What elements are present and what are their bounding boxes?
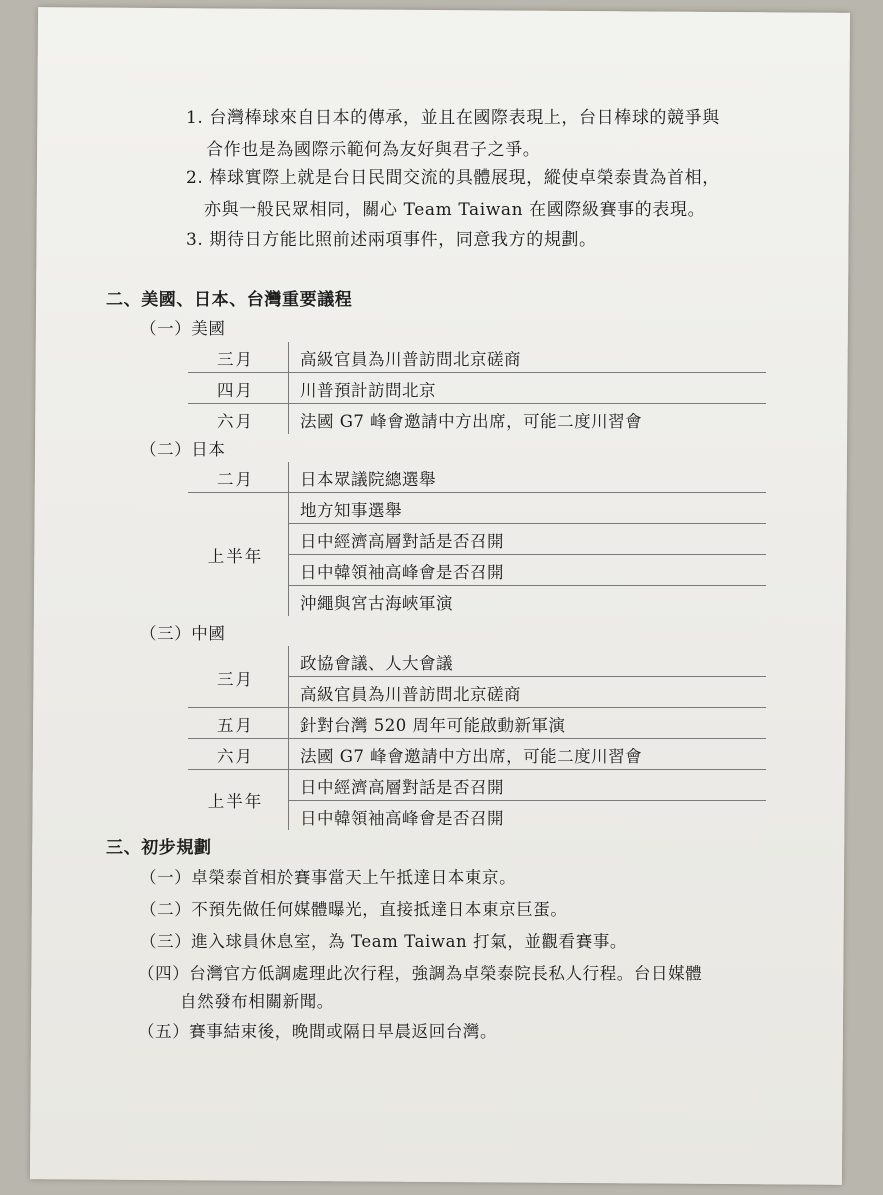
table-row (188, 373, 766, 404)
intro-point-2-cont: 亦與一般民眾相同，關心 Team Taiwan 在國際級賽事的表現。 (204, 200, 706, 220)
event-cell: 政協會議、人大會議 (300, 654, 453, 673)
table-row (288, 493, 766, 524)
table-row (188, 342, 766, 373)
month-cell: 三月 (217, 350, 254, 369)
event-cell: 日中韓領袖高峰會是否召開 (300, 563, 504, 582)
event-cell: 高級官員為川普訪問北京磋商 (300, 350, 521, 369)
month-cell: 上半年 (207, 547, 264, 566)
plan-item-1: （一）卓榮泰首相於賽事當天上午抵達日本東京。 (140, 868, 517, 887)
plan-item-3: （三）進入球員休息室，為 Team Taiwan 打氣，並觀看賽事。 (140, 932, 628, 951)
month-cell: 五月 (217, 716, 254, 735)
event-cell: 川普預計訪問北京 (300, 381, 436, 400)
table-row (288, 770, 766, 801)
table-row (188, 739, 766, 770)
usa-label: （一）美國 (140, 319, 226, 338)
event-cell: 日中經濟高層對話是否召開 (300, 778, 504, 797)
table-row (288, 586, 766, 616)
table-row (288, 801, 766, 831)
china-label: （三）中國 (140, 624, 226, 643)
month-cell: 六月 (217, 412, 254, 431)
table-row (288, 677, 766, 708)
section-3-heading: 三、初步規劃 (106, 838, 212, 858)
table-group (188, 493, 766, 617)
table-row (288, 646, 766, 677)
table-row (188, 404, 766, 434)
table-group (188, 646, 766, 706)
intro-point-1-cont: 合作也是為國際示範何為友好與君子之爭。 (206, 140, 541, 160)
intro-point-3: 3. 期待日方能比照前述兩項事件，同意我方的規劃。 (186, 230, 597, 250)
month-cell: 六月 (217, 747, 254, 766)
table-row (288, 524, 766, 555)
event-cell: 針對台灣 520 周年可能啟動新軍演 (300, 716, 566, 735)
section-2-heading: 二、美國、日本、台灣重要議程 (106, 290, 353, 310)
event-cell: 法國 G7 峰會邀請中方出席，可能二度川習會 (300, 412, 643, 431)
plan-item-5: （五）賽事結束後，晚間或隔日早晨返回台灣。 (138, 1022, 498, 1041)
plan-item-4: （四）台灣官方低調處理此次行程，強調為卓榮泰院長私人行程。台日媒體 (138, 964, 703, 983)
plan-item-2: （二）不預先做任何媒體曝光，直接抵達日本東京巨蛋。 (140, 900, 568, 919)
event-cell: 日中韓領袖高峰會是否召開 (300, 809, 504, 828)
intro-point-1: 1. 台灣棒球來自日本的傳承，並且在國際表現上，台日棒球的競爭與 (186, 108, 720, 128)
japan-table (188, 462, 766, 618)
usa-table (188, 342, 766, 434)
event-cell: 高級官員為川普訪問北京磋商 (300, 685, 521, 704)
month-cell: 二月 (217, 470, 254, 489)
table-row (188, 462, 766, 493)
event-cell: 沖繩與宮古海峽軍演 (300, 594, 453, 613)
plan-item-4-cont: 自然發布相關新聞。 (180, 992, 334, 1011)
event-cell: 日本眾議院總選舉 (300, 470, 436, 489)
month-cell: 三月 (217, 670, 254, 689)
event-cell: 日中經濟高層對話是否召開 (300, 532, 504, 551)
table-row (188, 708, 766, 739)
month-cell: 上半年 (207, 792, 264, 811)
month-cell: 四月 (217, 381, 254, 400)
event-cell: 法國 G7 峰會邀請中方出席，可能二度川習會 (300, 747, 643, 766)
table-row (288, 555, 766, 586)
event-cell: 地方知事選舉 (300, 501, 402, 520)
table-group (188, 770, 766, 830)
intro-point-2: 2. 棒球實際上就是台日民間交流的具體展現，縱使卓榮泰貴為首相， (186, 168, 720, 188)
japan-label: （二）日本 (140, 440, 226, 459)
china-table (188, 646, 766, 830)
